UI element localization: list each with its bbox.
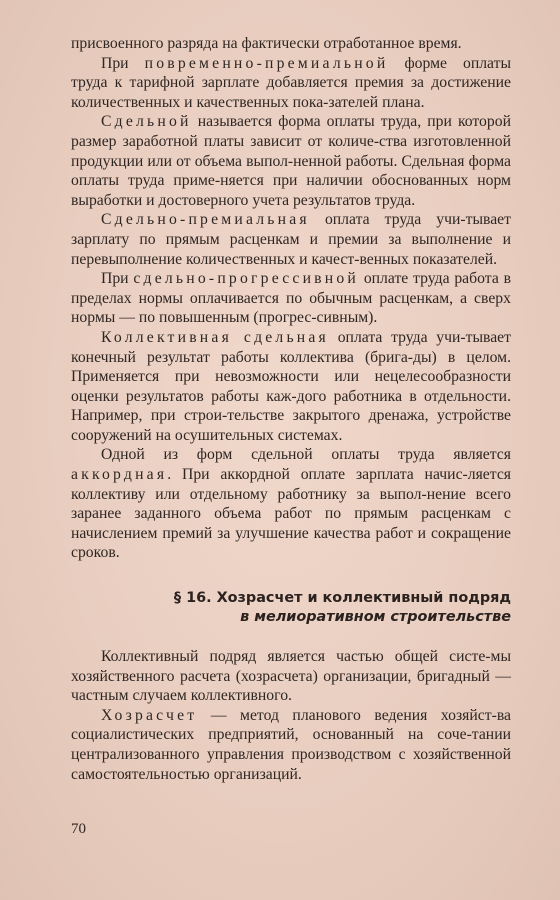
paragraph-time-bonus xyxy=(71,54,511,113)
book-page xyxy=(71,34,511,784)
paragraph-piecework-bonus xyxy=(71,210,511,269)
paragraph-text: оплата труда учи-тывает зарплату по прямым расценкам и премии за выполнение и перевыполнение количественных и качест-венных показателей. xyxy=(71,211,511,268)
page-number: 70 xyxy=(71,821,86,837)
paragraph-text: — метод планового ведения хозяйст-ва социалистических предприятий, основанный на соче-тании централизованного управления производством с хозяйственной самостоятельностью организаций. xyxy=(71,706,511,783)
paragraph-lead: Коллективный подряд является частью общей систе-мы хозяйственного расчета (хозрасчета) организации, бригадный — частным случаем коллективного. xyxy=(71,648,511,705)
paragraph-term: Коллективная сдельная xyxy=(101,328,329,346)
paragraph-lead: Одной из форм сдельной оплаты труда является xyxy=(101,446,511,464)
section-heading-line-1: § 16. Хозрасчет и коллективный подряд xyxy=(173,590,511,607)
paragraph-term: аккордная xyxy=(71,466,168,484)
paragraph-collective-contract xyxy=(71,647,511,706)
paragraph-continuation xyxy=(71,34,511,54)
paragraph-text: оплате труда работа в пределах нормы оплачивается по обычным расценкам, а сверх нормы — по повышенным (прогрес-сивным). xyxy=(71,270,511,327)
paragraph-text: форме оплаты труда к тарифной зарплате добавляется премия за достижение количественных и качественных пока-зателей плана. xyxy=(71,54,511,111)
paragraph-self-financing xyxy=(71,706,511,784)
paragraph-collective-piecework xyxy=(71,328,511,446)
paragraph-term: Сдельно-премиальная xyxy=(101,211,310,229)
paragraph-text: . При аккордной оплате зарплата начис-ляется коллективу или отдельному работнику за выпол-нение всего заранее заданного объема работ по прямым расценкам с начислением премий за улучшение качества работ и сокращение сроков. xyxy=(71,466,511,562)
paragraph-piecework xyxy=(71,112,511,210)
paragraph-lump-sum xyxy=(71,445,511,563)
section-heading xyxy=(71,589,511,627)
paragraph-term: сдельно-прогрессивной xyxy=(133,270,360,288)
paragraph-text: присвоенного разряда на фактически отработанное время. xyxy=(71,35,462,52)
paragraph-lead: При xyxy=(101,54,145,72)
paragraph-text: называется форма оплаты труда, при которой размер заработной платы зависит от количе-ства изготовленной продукции или от объема выпол-ненной работы. Сдельная форма оплаты труда приме-няется при наличии обоснованных норм выработки и достоверного учета результатов труда. xyxy=(71,113,511,209)
paragraph-piecework-progressive xyxy=(71,269,511,328)
paragraph-term: Хозрасчет xyxy=(101,706,198,724)
section-heading-line-2: в мелиоративном строительстве xyxy=(240,609,511,626)
paragraph-term: Сдельной xyxy=(101,113,192,131)
paragraph-text: оплата труда учи-тывает конечный результат работы коллектива (брига-ды) в целом. Применяется при невозможности или нецелесообразности оценки результатов работы каж-дого работника в отдельности. Например, при строи-тельстве закрытого дренажа, устройстве сооружений на осушительных системах. xyxy=(71,328,511,444)
paragraph-lead: При xyxy=(101,270,134,288)
paragraph-term: повременно-премиальной xyxy=(144,54,389,72)
